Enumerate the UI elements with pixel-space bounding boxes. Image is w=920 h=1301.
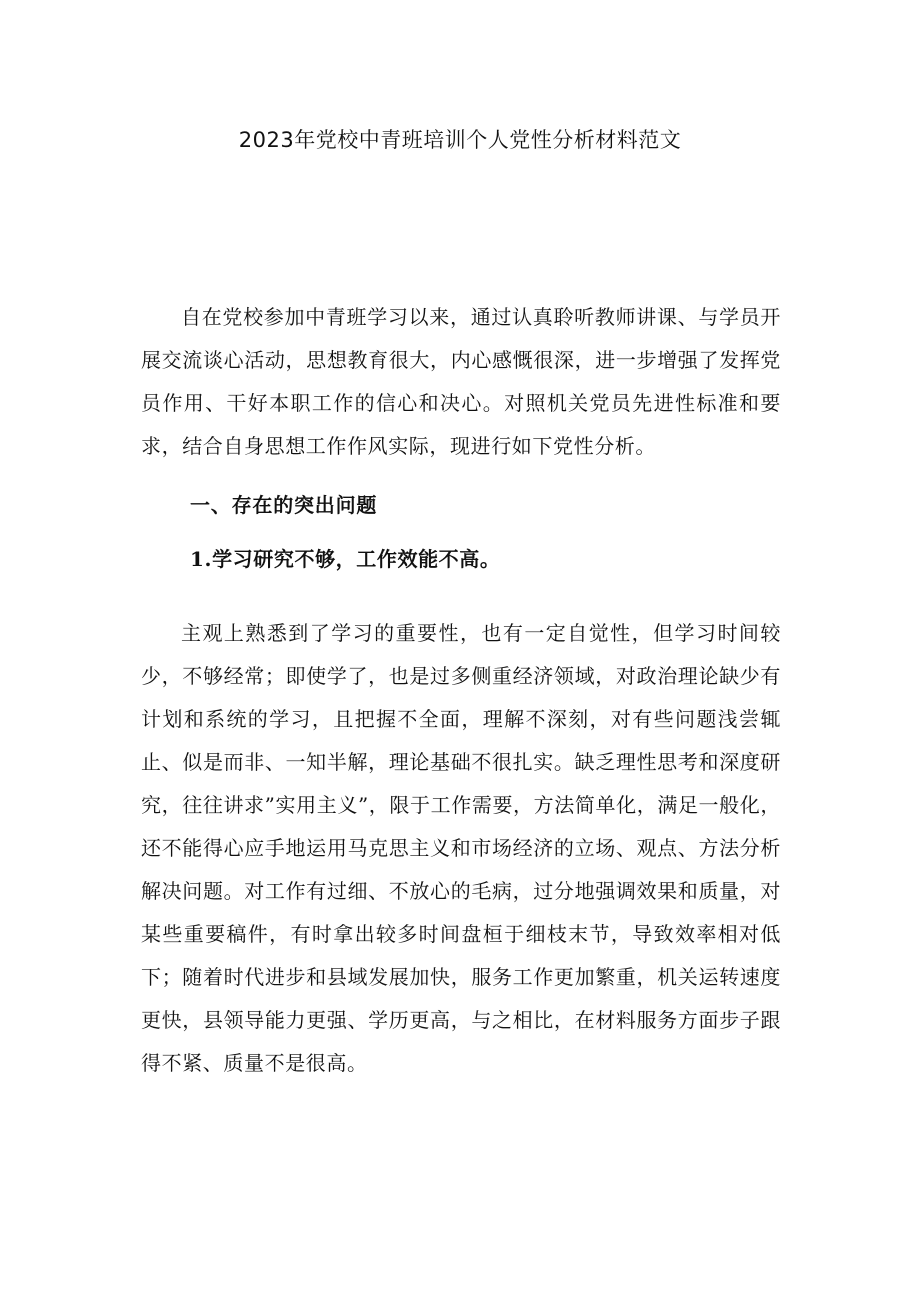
document-title: 2023年党校中青班培训个人党性分析材料范文 <box>238 128 682 152</box>
intro-paragraph: 自在党校参加中青班学习以来，通过认真聆听教师讲课、与学员开展交流谈心活动，思想教育很大，内心感慨很深，进一步增强了发挥党员作用、干好本职工作的信心和决心。对照机关党员先进性标准和要求，结合自身思想工作作风实际，现进行如下党性分析。 <box>141 305 781 458</box>
section-heading: 一、存在的突出问题 <box>190 493 378 517</box>
body-paragraph: 主观上熟悉到了学习的重要性，也有一定自觉性，但学习时间较少，不够经常；即使学了，也是过多侧重经济领域，对政治理论缺少有计划和系统的学习，且把握不全面，理解不深刻，对有些问题浅尝辄止、似是而非、一知半解，理论基础不很扎实。缺乏理性思考和深度研究，往往讲求”实用主义”，限于工作需要，方法简单化，满足一般化，还不能得心应手地运用马克思主义和市场经济的立场、观点、方法分析解决问题。对工作有过细、不放心的毛病，过分地强调效果和质量，对某些重要稿件，有时拿出较多时间盘桓于细枝末节，导致效率相对低下；随着时代进步和县域发展加快，服务工作更加繁重，机关运转速度更快，县领导能力更强、学历更高，与之相比，在材料服务方面步子跟得不紧、质量不是很高。 <box>141 621 781 1075</box>
subsection-heading: 1.学习研究不够，工作效能不高。 <box>190 547 501 571</box>
